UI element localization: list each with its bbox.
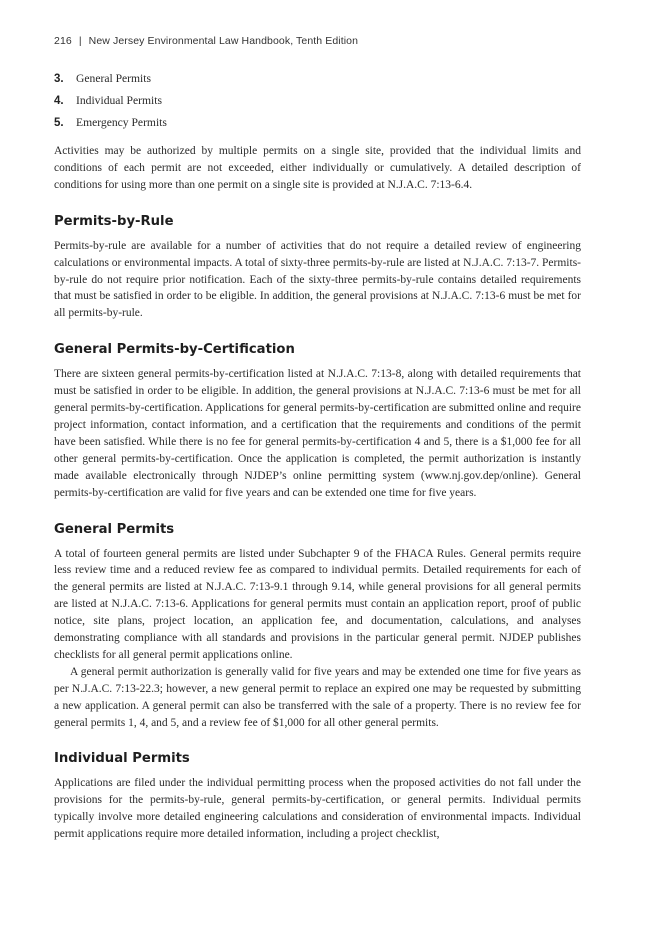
general-permits-by-certification-paragraph: There are sixteen general permits-by-certification listed at N.J.A.C. 7:13-8, along with detailed requirements that must be satisfied in order to be eligible. In addition, the general provisions at N.J.A.C. 7:13-6 must be met for all general permits-by-certification. Applications for general permits-by-certification are submitted online and require project information, contact information, and a certification that the requirements and conditions of the permit have been satisfied. While there is no fee for general permits-by-certification 4 and 5, there is a $1,000 fee for all other general permits-by-certification. Once the application is completed, the permit authorization is instantly made available electronically through NJDEP’s online permitting system (www.nj.gov.dep/online). General permits-by-certification are valid for five years and can be extended one time for five years. <box>54 368 581 499</box>
intro-paragraph: Activities may be authorized by multiple permits on a single site, provided that the individual limits and conditions of each permit are not exceeded, either individually or cumulatively. A detailed description of conditions for using more than one permit on a single site is provided at N.J.A.C. 7:13-6.4. <box>54 145 581 191</box>
general-permits-by-certification-heading: General Permits-by-Certification <box>54 342 295 358</box>
permit-type-list <box>54 68 581 134</box>
permits-by-rule-heading: Permits-by-Rule <box>54 213 174 229</box>
permits-by-rule-paragraph: Permits-by-rule are available for a number of activities that do not require a detailed review of engineering calculations or environmental impacts. A total of sixty-three permits-by-rule are listed at N.J.A.C. 7:13-7. Permits-by-rule do not require prior notification. Each of the sixty-three permits-by-rule contains detailed requirements that must be satisfied in order to be eligible. In addition, the general provisions at N.J.A.C. 7:13-6 must be met for all permits-by-rule. <box>54 239 581 320</box>
general-permits-paragraph-1: A total of fourteen general permits are listed under Subchapter 9 of the FHACA Rules. General permits require less review time and a reduced review fee as compared to individual permits. Detailed requirements for each of the general permits are listed at N.J.A.C. 7:13-9.1 through 9.14, while general provisions for all general permits are listed at N.J.A.C. 7:13-6. Applications for general permits must contain an application report, proof of public notice, site plans, project location, an application fee, and documentation, calculations, and analyses demonstrating compliance with all standards and provisions in the particular general permit. NJDEP publishes checklists for all general permit applications online. <box>54 547 581 661</box>
header-separator: | <box>78 35 82 47</box>
list-item-label: General Permits <box>76 72 152 85</box>
page-content <box>54 68 581 843</box>
general-permits-heading: General Permits <box>54 521 175 537</box>
running-header <box>54 35 358 47</box>
list-item-number: 4. <box>54 95 64 107</box>
book-title: New Jersey Environmental Law Handbook, Tenth Edition <box>88 35 359 47</box>
general-permits-paragraph-2: A general permit authorization is generally valid for five years and may be extended one time for five years as per N.J.A.C. 7:13-22.3; however, a new general permit to replace an expired one may be requested by submitting a new application. A general permit can also be transferred with the sale of a property. There is no review fee for general permits 1, 4, and 5, and a review fee of $1,000 for all other general permits. <box>54 665 581 729</box>
list-item-label: Emergency Permits <box>76 116 167 129</box>
list-item-number: 3. <box>54 73 64 85</box>
page-number: 216 <box>54 35 72 47</box>
list-item <box>54 112 581 134</box>
list-item-number: 5. <box>54 117 64 129</box>
list-item-label: Individual Permits <box>76 94 162 107</box>
individual-permits-paragraph: Applications are filed under the individual permitting process when the proposed activities do not fall under the provisions for the permits-by-rule, general permits-by-certification, or general permits. Individual permits typically involve more detailed engineering calculations and consideration of environmental impacts. Individual permit applications require more detailed information, including a project checklist, <box>54 777 581 841</box>
list-item <box>54 90 581 112</box>
list-item <box>54 68 581 90</box>
individual-permits-heading: Individual Permits <box>54 751 190 767</box>
